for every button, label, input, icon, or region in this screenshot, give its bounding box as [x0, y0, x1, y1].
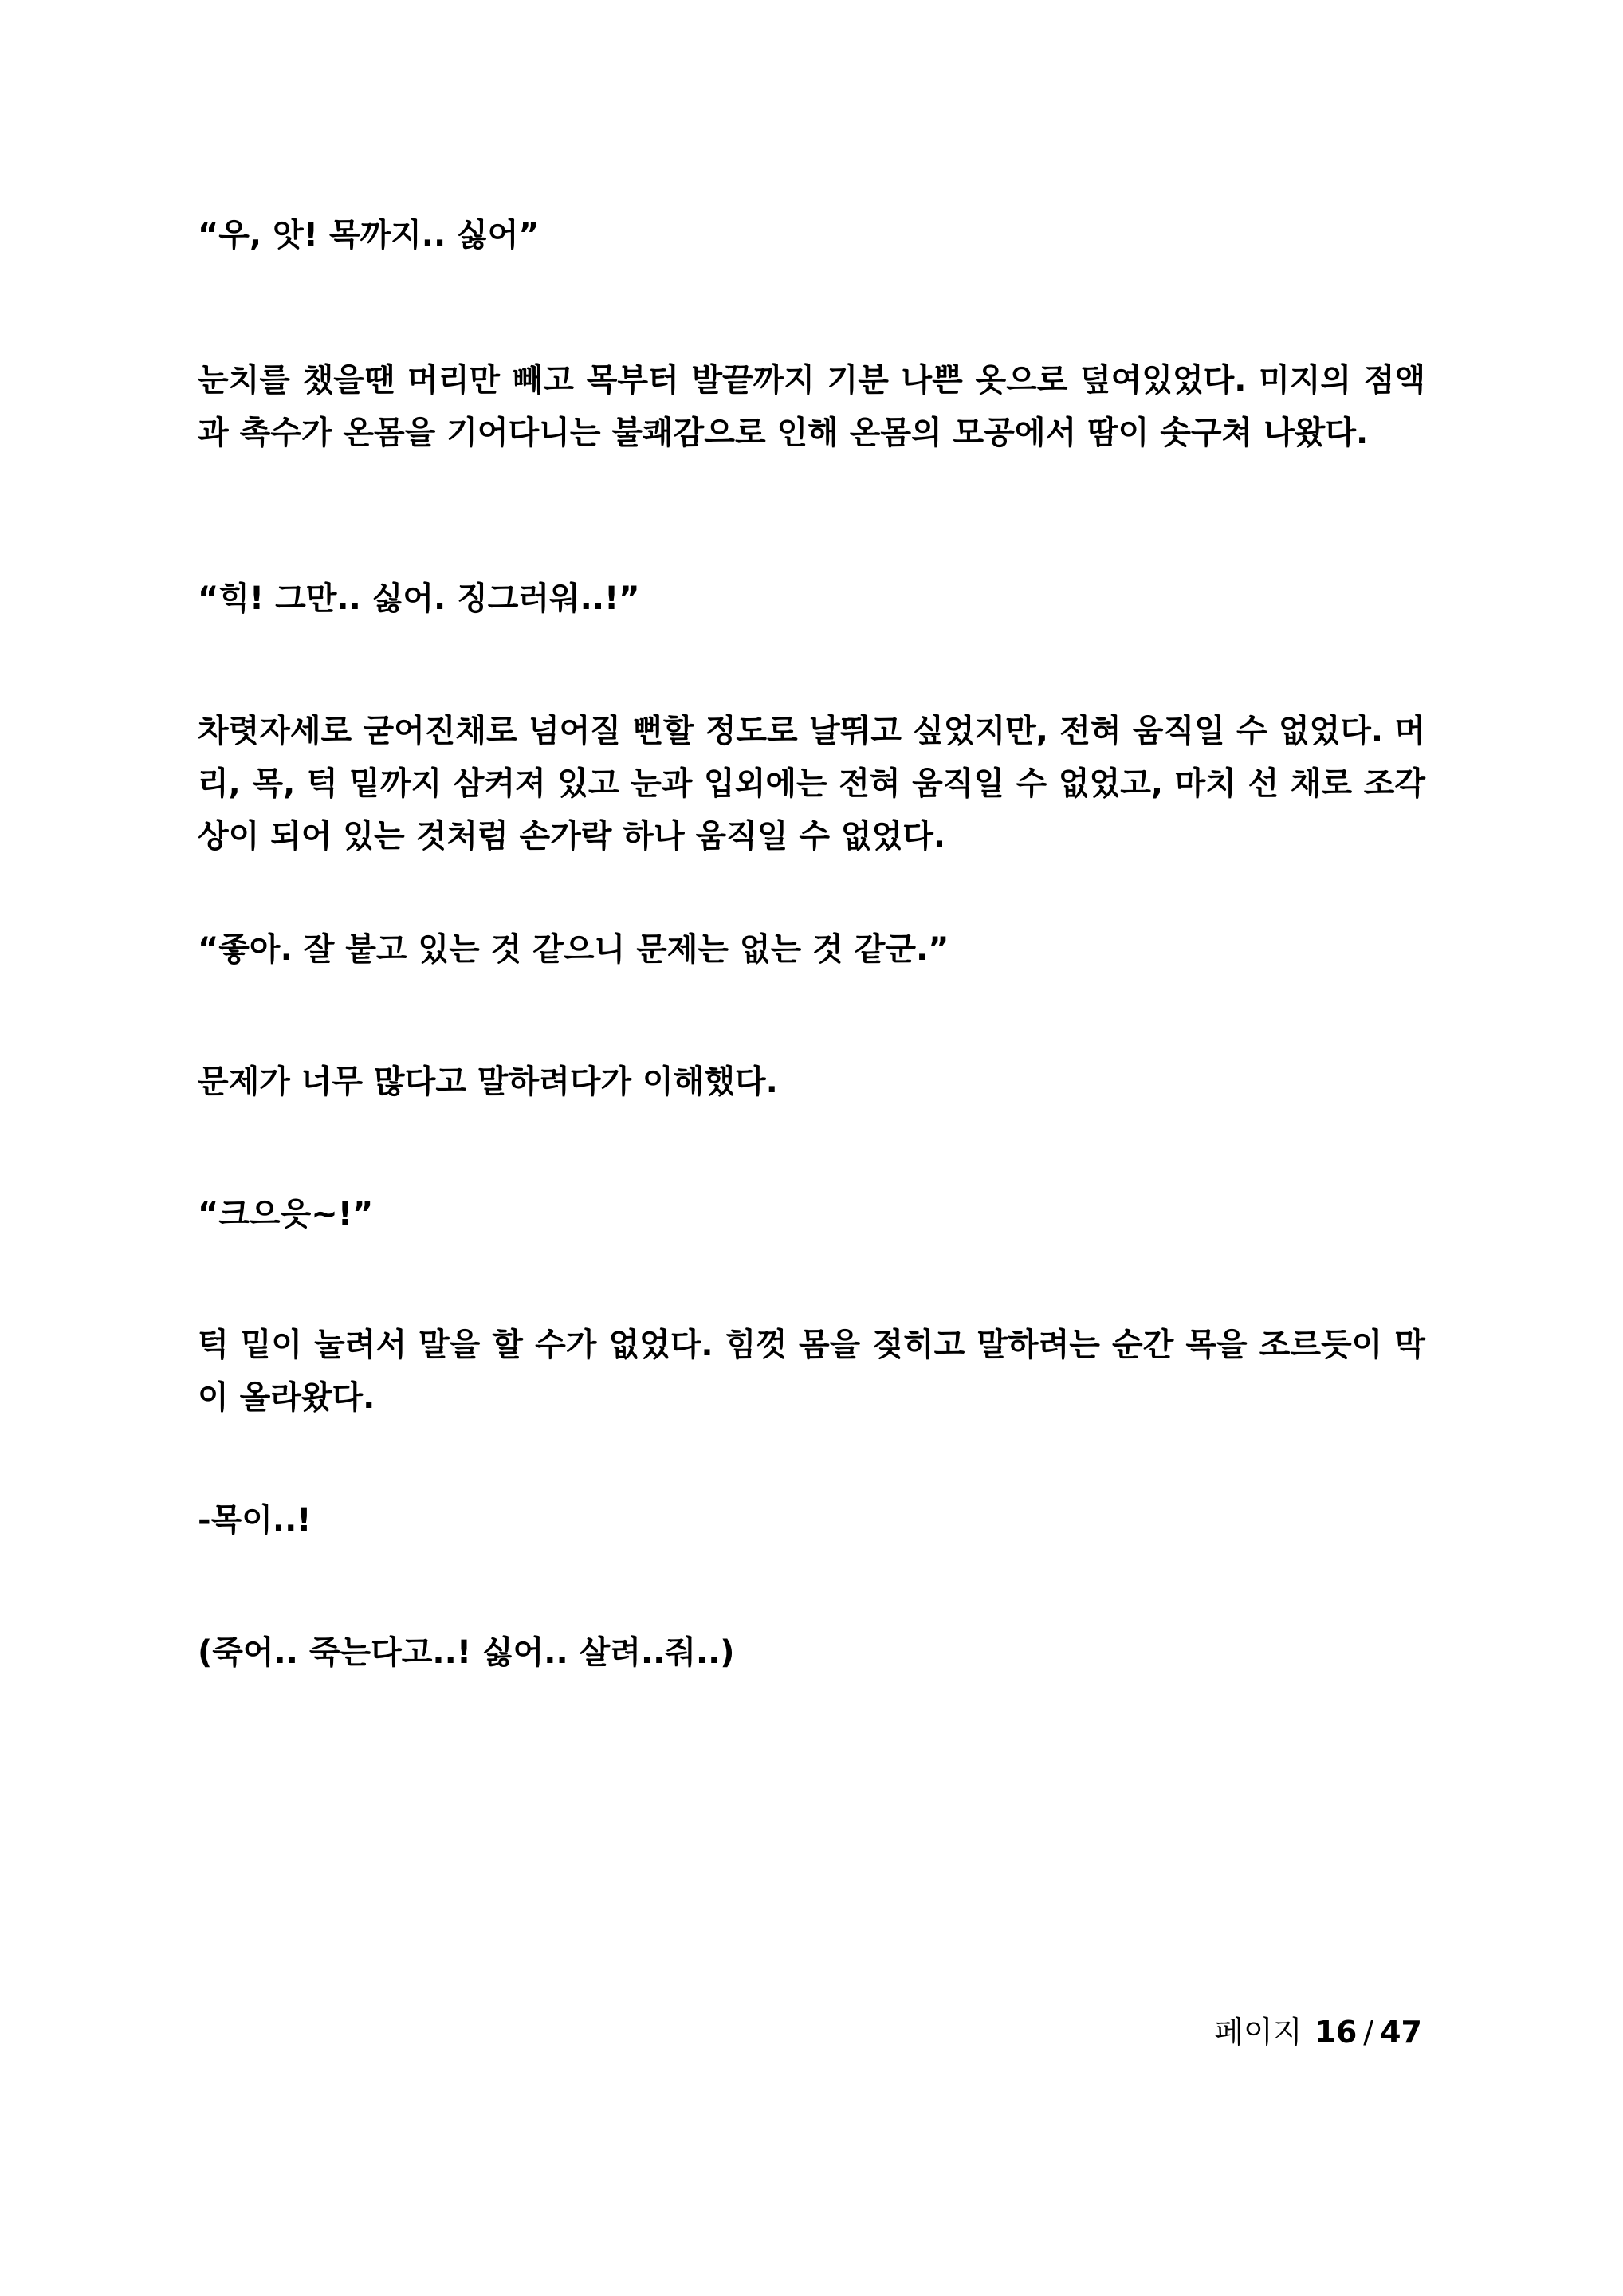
dialogue-paragraph: “크으읏~!”	[198, 1196, 374, 1233]
page-footer	[1214, 2012, 1422, 2052]
dialogue-paragraph: “좋아. 잘 붙고 있는 것 같으니 문제는 없는 것 같군.”	[198, 931, 949, 968]
narration-paragraph: 차렷자세로 굳어진채로 넘어질 뻔할 정도로 날뛰고 싶었지만, 전혀 움직일 수 없었다. 머리, 목, 턱 밑까지 삼켜져 있고 눈과 입외에는 전혀 움직일 수 없었고, 마치 선 채로 조각상이 되어 있는 것처럼 손가락 하나 움직일 수 없었다.	[198, 713, 1425, 855]
dialogue-paragraph: -목이..!	[198, 1502, 312, 1539]
narration-paragraph: 턱 밑이 눌려서 말을 할 수가 없었다. 힘껏 몸을 젖히고 말하려는 순간 목을 조르듯이 막이 올라왔다.	[198, 1327, 1425, 1416]
page-separator: /	[1363, 2015, 1374, 2050]
narration-paragraph: 문제가 너무 많다고 말하려다가 이해했다.	[198, 1063, 778, 1100]
dialogue-paragraph: (죽어.. 죽는다고..! 싫어.. 살려..줘..)	[198, 1634, 735, 1671]
total-page-count: 47	[1380, 2015, 1422, 2050]
narration-paragraph: 눈치를 챘을땐 머리만 빼고 목부터 발끝까지 기분 나쁜 옷으로 덮여있었다. 미지의 점액과 촉수가 온몸을 기어다니는 불쾌감으로 인해 온몸의 모공에서 땀이 솟구쳐 나왔다.	[198, 362, 1425, 451]
dialogue-paragraph: “우, 앗! 목까지.. 싫어”	[198, 217, 540, 254]
current-page-number: 16	[1315, 2015, 1358, 2050]
page-label: 페이지	[1214, 2015, 1303, 2050]
dialogue-paragraph: “힉! 그만.. 싫어. 징그러워..!”	[198, 580, 640, 617]
